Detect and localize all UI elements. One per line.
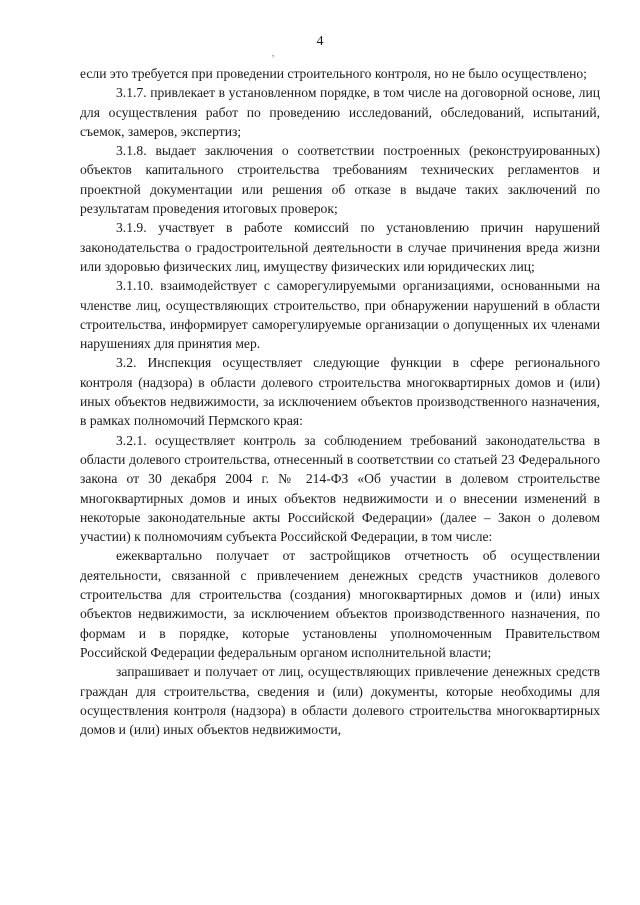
page-number: 4 — [316, 34, 324, 49]
paragraph-3-1-10: 3.1.10. взаимодействует с саморегулируемыми организациями, основанными на членстве лиц, осуществляющих строительство, при обнаружении нарушений в области строительства, информирует саморегулируемые организации о допущенных их членами нарушениях для принятия мер. — [80, 278, 600, 352]
paragraph-continuation: если это требуется при проведении строительного контроля, но не было осуществлено; — [80, 66, 587, 81]
paragraph-3-2-1: 3.2.1. осуществляет контроль за соблюдением требований законодательства в области долевого строительства, отнесенный в соответствии со статьей 23 Федерального закона от 30 декабря 2004 г. № 214-ФЗ «Об участии в долевом строительстве многоквартирных домов и иных объектов недвижимости и о внесении изменений в некоторые законодательные акты Российской Федерации» (далее – Закон о долевом участии) к полномочиям субъекта Российской Федерации, в том числе: — [80, 432, 600, 545]
paragraph-3-1-8: 3.1.8. выдает заключения о соответствии построенных (реконструированных) объектов капитального строительства требованиям технических регламентов и проектной документации или решения об отказе в выдаче таких заключений по результатам проведения итоговых проверок; — [80, 143, 600, 217]
paragraph-3-1-9: 3.1.9. участвует в работе комиссий по установлению причин нарушений законодательства о градостроительной деятельности в случае причинения вреда жизни или здоровью физических лиц, имуществу физических или юридических лиц; — [80, 220, 600, 274]
paragraph-requests-documents: запрашивает и получает от лиц, осуществляющих привлечение денежных средств граждан для строительства, сведения и (или) документы, которые необходимы для осуществления контроля (надзора) в области долевого строительства многоквартирных домов и (или) иных объектов недвижимости, — [80, 664, 600, 738]
paragraph-3-1-7: 3.1.7. привлекает в установленном порядке, в том числе на договорной основе, лиц для осуществления работ по проведению исследований, обследований, испытаний, съемок, замеров, экспертиз; — [80, 85, 600, 139]
scan-mark: , — [272, 48, 275, 58]
paragraph-3-2: 3.2. Инспекция осуществляет следующие функции в сфере регионального контроля (надзора) в области долевого строительства многоквартирных домов и (или) иных объектов недвижимости, за исключением объектов производственного назначения, в рамках полномочий Пермского края: — [80, 355, 600, 429]
document-body — [80, 64, 600, 739]
paragraph-quarterly-reporting: ежеквартально получает от застройщиков отчетность об осуществлении деятельности, связанной с привлечением денежных средств участников долевого строительства для строительства (создания) многоквартирных домов и (или) иных объектов недвижимости, за исключением объектов производственного назначения, по формам и в порядке, которые установлены уполномоченным Правительством Российской Федерации федеральным органом исполнительной власти; — [80, 548, 600, 660]
